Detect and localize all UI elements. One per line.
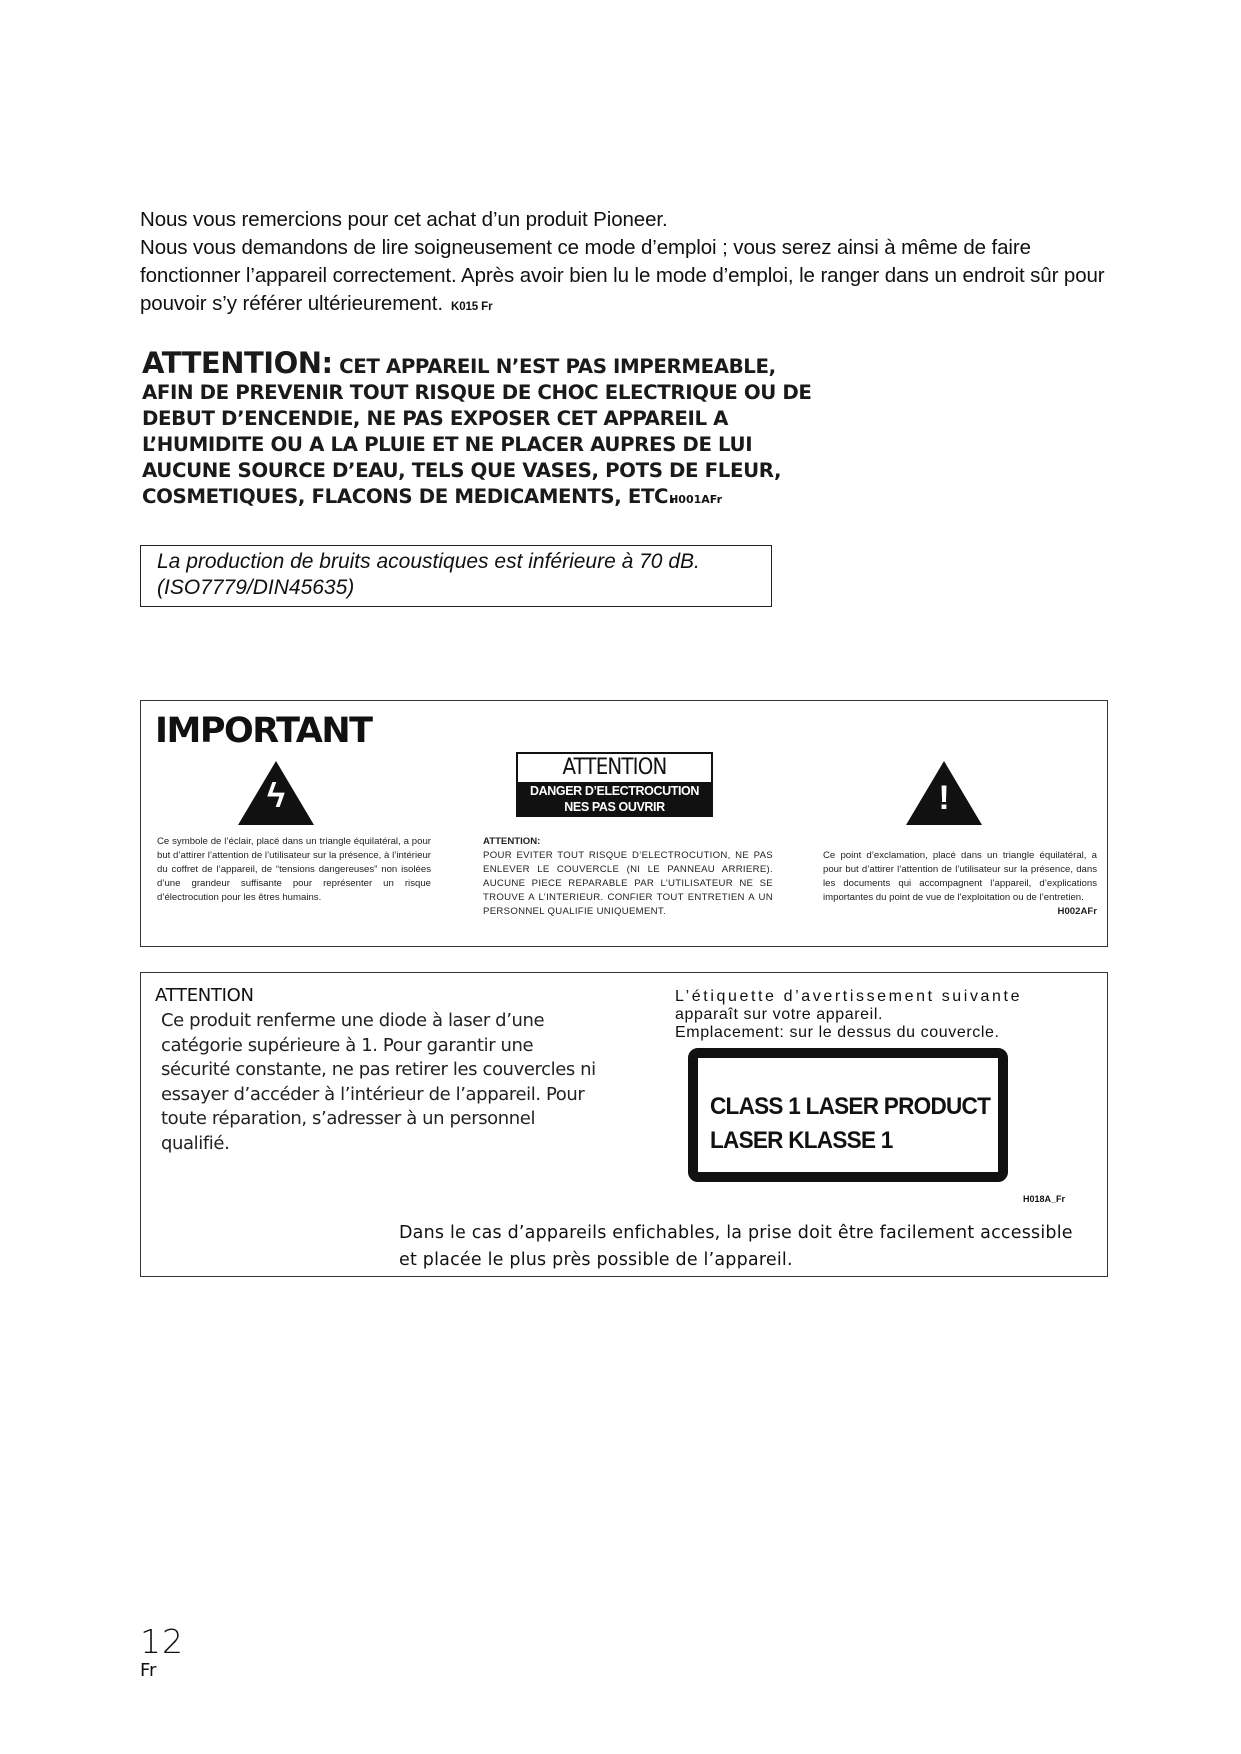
intro-line-2: Nous vous demandons de lire soigneusement ce mode d’emploi ; vous serez ainsi à même de faire fonctionner l’appareil correctement. Après avoir bien lu le mode d’emploi, le ranger dans un endroit sûr pour pouvoir s’y référer ultérieurement. — [140, 236, 1105, 315]
laser-label-info-line-1: L’étiquette d’avertissement suivante — [675, 988, 1023, 1005]
intro-line-1: Nous vous remercions pour cet achat d’un produit Pioneer. — [140, 208, 668, 231]
shock-description-body: POUR EVITER TOUT RISQUE D’ELECTROCUTION, NE PAS ENLEVER LE COUVERCLE (NI LE PANNEAU ARRIERE). AUCUNE PIECE REPARABLE PAR L’UTILISATEUR NE SE TROUVE A L’INTERIEUR. CONFIER TOUT ENTRETIEN A UN PERSONNEL QUALIFIE UNIQUEMENT. — [483, 850, 773, 917]
laser-body: Ce produit renferme une diode à laser d’une catégorie supérieure à 1. Pour garantir une sécurité constante, ne pas retirer les couvercles ni essayer d’accéder à l’intérieur de l’appareil. Pour toute réparation, s’adresser à un personnel qualifié. — [161, 1010, 596, 1154]
water-warning-line-1 — [142, 346, 776, 380]
laser-label-info — [675, 988, 1075, 1042]
shock-warning-label — [516, 752, 713, 817]
water-warning-line-4: L’HUMIDITE OU A LA PLUIE ET NE PLACER AUPRES DE LUI — [142, 433, 753, 456]
intro-text — [140, 206, 1110, 321]
exclamation-description — [823, 849, 1097, 919]
laser-title: ATTENTION — [155, 985, 254, 1006]
laser-class-line-2: LASER KLASSE 1 — [710, 1127, 893, 1154]
shock-label-line-2: NES PAS OUVRIR — [564, 800, 665, 814]
water-warning — [142, 346, 812, 510]
water-warning-line-5: AUCUNE SOURCE D’EAU, TELS QUE VASES, POTS DE FLEUR, — [142, 459, 782, 482]
laser-box — [140, 972, 1108, 1277]
water-warning-heading: ATTENTION: — [142, 346, 333, 380]
plug-notice: Dans le cas d’appareils enfichables, la prise doit être facilement accessible et placée le plus près possible de l’appareil. — [399, 1223, 1073, 1270]
noise-line-1: La production de bruits acoustiques est inférieure à 70 dB. — [157, 550, 700, 573]
laser-code: H018A_Fr — [1023, 1194, 1066, 1204]
intro-paragraph — [140, 234, 1110, 321]
important-box — [140, 700, 1108, 947]
laser-class-line-1: CLASS 1 LASER PRODUCT — [710, 1093, 991, 1120]
shock-label-title: ATTENTION — [562, 755, 667, 780]
water-warning-code: H001AFr — [669, 493, 722, 506]
water-warning-line-6: COSMETIQUES, FLACONS DE MEDICAMENTS, ETC. — [142, 485, 676, 508]
lightning-warning-icon: ϟ — [238, 761, 314, 825]
water-warning-line-1-text: CET APPAREIL N’EST PAS IMPERMEABLE, — [332, 355, 776, 378]
exclamation-description-code: H002AFr — [1057, 906, 1097, 917]
laser-label-info-line-3: Emplacement: sur le dessus du couvercle. — [675, 1024, 1000, 1041]
laser-label-info-line-2: apparaît sur votre appareil. — [675, 1006, 884, 1023]
water-warning-line-3: DEBUT D’ENCENDIE, NE PAS EXPOSER CET APPAREIL A — [142, 407, 729, 430]
noise-line-2: (ISO7779/DIN45635) — [157, 576, 355, 599]
shock-description — [483, 835, 773, 919]
noise-box — [140, 545, 772, 607]
intro-code: K015 Fr — [451, 301, 493, 313]
exclamation-description-text: Ce point d’exclamation, placé dans un triangle équilatéral, a pour but d’attirer l’attention de l’utilisateur sur la présence, dans les documents qui accompagnent l’appareil, d’explications importantes du point de vue de l’exploitation ou de l’entretien. — [823, 850, 1097, 903]
shock-description-heading: ATTENTION: — [483, 836, 541, 847]
exclamation-warning-icon: ! — [906, 761, 982, 825]
water-warning-line-2: AFIN DE PREVENIR TOUT RISQUE DE CHOC ELECTRIQUE OU DE — [142, 381, 812, 404]
laser-class-label — [688, 1048, 1008, 1182]
shock-label-line-1: DANGER D’ELECTROCUTION — [530, 784, 699, 798]
page-number: 12 — [140, 1622, 184, 1661]
shock-label-danger — [518, 782, 711, 816]
lightning-description: Ce symbole de l’éclair, placé dans un triangle équilatéral, a pour but d’attirer l’attention de l’utilisateur sur la présence, à l’intérieur du coffret de l’appareil, de “tensions dangereuses” non isolées d’une grandeur suffisante pour représenter un risque d’électrocution pour les êtres humains. — [157, 836, 431, 903]
page-language: Fr — [140, 1660, 157, 1681]
important-title: IMPORTANT — [155, 711, 372, 751]
